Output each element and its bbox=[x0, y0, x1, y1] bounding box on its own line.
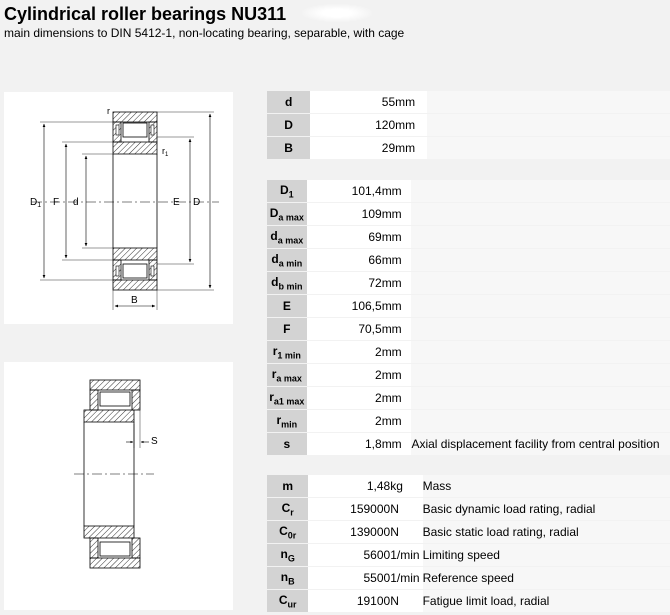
value-cell: 106,5 bbox=[307, 295, 382, 318]
label-F: F bbox=[53, 197, 60, 208]
unit-cell: mm bbox=[382, 433, 412, 456]
table-row bbox=[267, 567, 670, 590]
description-cell: Basic static load rating, radial bbox=[423, 521, 670, 544]
value-cell: 2 bbox=[307, 410, 382, 433]
unit-cell: mm bbox=[382, 203, 412, 226]
symbol-cell: $r_{a1 max}$ bbox=[267, 387, 307, 410]
table-row bbox=[267, 137, 670, 160]
value-cell: 66 bbox=[307, 249, 382, 272]
label-D: D bbox=[193, 197, 201, 208]
performance-table bbox=[267, 475, 670, 613]
label-s: S bbox=[151, 436, 158, 447]
value-cell: 2 bbox=[307, 341, 382, 364]
symbol-cell: d bbox=[267, 91, 310, 114]
description-cell bbox=[411, 203, 670, 226]
table-row bbox=[267, 410, 670, 433]
symbol-cell: $D_1$ bbox=[267, 180, 307, 203]
symbol-cell: $C_r$ bbox=[267, 498, 308, 521]
table-row bbox=[267, 475, 670, 498]
value-cell: 159000 bbox=[308, 498, 390, 521]
unit-cell: kg bbox=[390, 475, 422, 498]
unit-cell: mm bbox=[382, 272, 412, 295]
unit-cell: mm bbox=[382, 226, 412, 249]
description-cell: Basic dynamic load rating, radial bbox=[423, 498, 670, 521]
description-cell bbox=[411, 249, 670, 272]
label-E: E bbox=[173, 197, 180, 208]
unit-cell: 1/min bbox=[390, 544, 422, 567]
unit-cell: mm bbox=[382, 295, 412, 318]
table-row bbox=[267, 295, 670, 318]
description-cell: Reference speed bbox=[423, 567, 670, 590]
value-cell: 29 bbox=[310, 137, 395, 160]
symbol-cell: $r_{1 min}$ bbox=[267, 341, 307, 364]
unit-cell: mm bbox=[382, 180, 412, 203]
unit-cell: N bbox=[390, 498, 422, 521]
symbol-cell: B bbox=[267, 137, 310, 160]
value-cell: 5600 bbox=[308, 544, 390, 567]
unit-cell: mm bbox=[382, 249, 412, 272]
description-cell bbox=[411, 295, 670, 318]
table-row bbox=[267, 272, 670, 295]
description-cell bbox=[411, 410, 670, 433]
unit-cell: N bbox=[390, 521, 422, 544]
table-row bbox=[267, 341, 670, 364]
table-row bbox=[267, 544, 670, 567]
table-row bbox=[267, 91, 670, 114]
symbol-cell: $r_{a max}$ bbox=[267, 364, 307, 387]
value-cell: 101,4 bbox=[307, 180, 382, 203]
unit-cell: mm bbox=[382, 364, 412, 387]
unit-cell: N bbox=[390, 590, 422, 613]
value-cell: 19100 bbox=[308, 590, 390, 613]
abutment-dimensions-table bbox=[267, 180, 670, 456]
value-cell: 69 bbox=[307, 226, 382, 249]
page-title: Cylindrical roller bearings NU311 bbox=[4, 4, 287, 24]
unit-cell: mm bbox=[382, 410, 412, 433]
table-row bbox=[267, 114, 670, 137]
axial-displacement-drawing bbox=[4, 362, 233, 610]
description-cell: Limiting speed bbox=[423, 544, 670, 567]
description-cell bbox=[427, 91, 670, 114]
dimension-drawing bbox=[4, 92, 233, 324]
symbol-cell: $d_{b min}$ bbox=[267, 272, 307, 295]
value-cell: 120 bbox=[310, 114, 395, 137]
value-cell: 139000 bbox=[308, 521, 390, 544]
description-cell bbox=[411, 318, 670, 341]
table-row bbox=[267, 364, 670, 387]
symbol-cell: $n_B$ bbox=[267, 567, 308, 590]
unit-cell: mm bbox=[382, 318, 412, 341]
value-cell: 2 bbox=[307, 364, 382, 387]
table-row bbox=[267, 590, 670, 613]
table-row bbox=[267, 498, 670, 521]
description-cell bbox=[411, 272, 670, 295]
symbol-cell: $C_{0r}$ bbox=[267, 521, 308, 544]
unit-cell: mm bbox=[395, 114, 427, 137]
table-row bbox=[267, 387, 670, 410]
value-cell: 5500 bbox=[308, 567, 390, 590]
description-cell: Mass bbox=[423, 475, 670, 498]
table-row bbox=[267, 226, 670, 249]
blurred-region bbox=[302, 4, 372, 22]
description-cell bbox=[411, 226, 670, 249]
value-cell: 70,5 bbox=[307, 318, 382, 341]
symbol-cell: $r_{min}$ bbox=[267, 410, 307, 433]
description-cell bbox=[411, 387, 670, 410]
unit-cell: mm bbox=[382, 341, 412, 364]
label-r1: $r_1$ bbox=[162, 146, 169, 158]
symbol-cell: $d_{a min}$ bbox=[267, 249, 307, 272]
symbol-cell: E bbox=[267, 295, 307, 318]
table-row bbox=[267, 249, 670, 272]
symbol-cell: F bbox=[267, 318, 307, 341]
unit-cell: mm bbox=[395, 91, 427, 114]
value-cell: 1,8 bbox=[307, 433, 382, 456]
symbol-cell: $n_G$ bbox=[267, 544, 308, 567]
description-cell bbox=[411, 364, 670, 387]
page-subtitle: main dimensions to DIN 5412-1, non-locating bearing, separable, with cage bbox=[4, 26, 405, 40]
description-cell bbox=[427, 114, 670, 137]
symbol-cell: D bbox=[267, 114, 310, 137]
description-cell bbox=[411, 180, 670, 203]
unit-cell: mm bbox=[382, 387, 412, 410]
value-cell: 55 bbox=[310, 91, 395, 114]
value-cell: 2 bbox=[307, 387, 382, 410]
description-cell: Axial displacement facility from central position bbox=[411, 433, 670, 456]
symbol-cell: $D_{a max}$ bbox=[267, 203, 307, 226]
symbol-cell: m bbox=[267, 475, 308, 498]
description-cell bbox=[411, 341, 670, 364]
value-cell: 109 bbox=[307, 203, 382, 226]
description-cell bbox=[427, 137, 670, 160]
main-dimensions-table bbox=[267, 91, 670, 160]
symbol-cell: s bbox=[267, 433, 307, 456]
value-cell: 72 bbox=[307, 272, 382, 295]
label-r: r bbox=[107, 106, 110, 116]
table-row bbox=[267, 521, 670, 544]
label-D1: $D_1$ bbox=[30, 197, 42, 209]
value-cell: 1,48 bbox=[308, 475, 390, 498]
symbol-cell: $d_{a max}$ bbox=[267, 226, 307, 249]
table-row bbox=[267, 203, 670, 226]
table-row bbox=[267, 180, 670, 203]
table-row bbox=[267, 318, 670, 341]
symbol-cell: $C_{ur}$ bbox=[267, 590, 308, 613]
label-d: d bbox=[73, 197, 79, 208]
unit-cell: mm bbox=[395, 137, 427, 160]
description-cell: Fatigue limit load, radial bbox=[423, 590, 670, 613]
table-row bbox=[267, 433, 670, 456]
unit-cell: 1/min bbox=[390, 567, 422, 590]
label-B: B bbox=[131, 295, 138, 306]
